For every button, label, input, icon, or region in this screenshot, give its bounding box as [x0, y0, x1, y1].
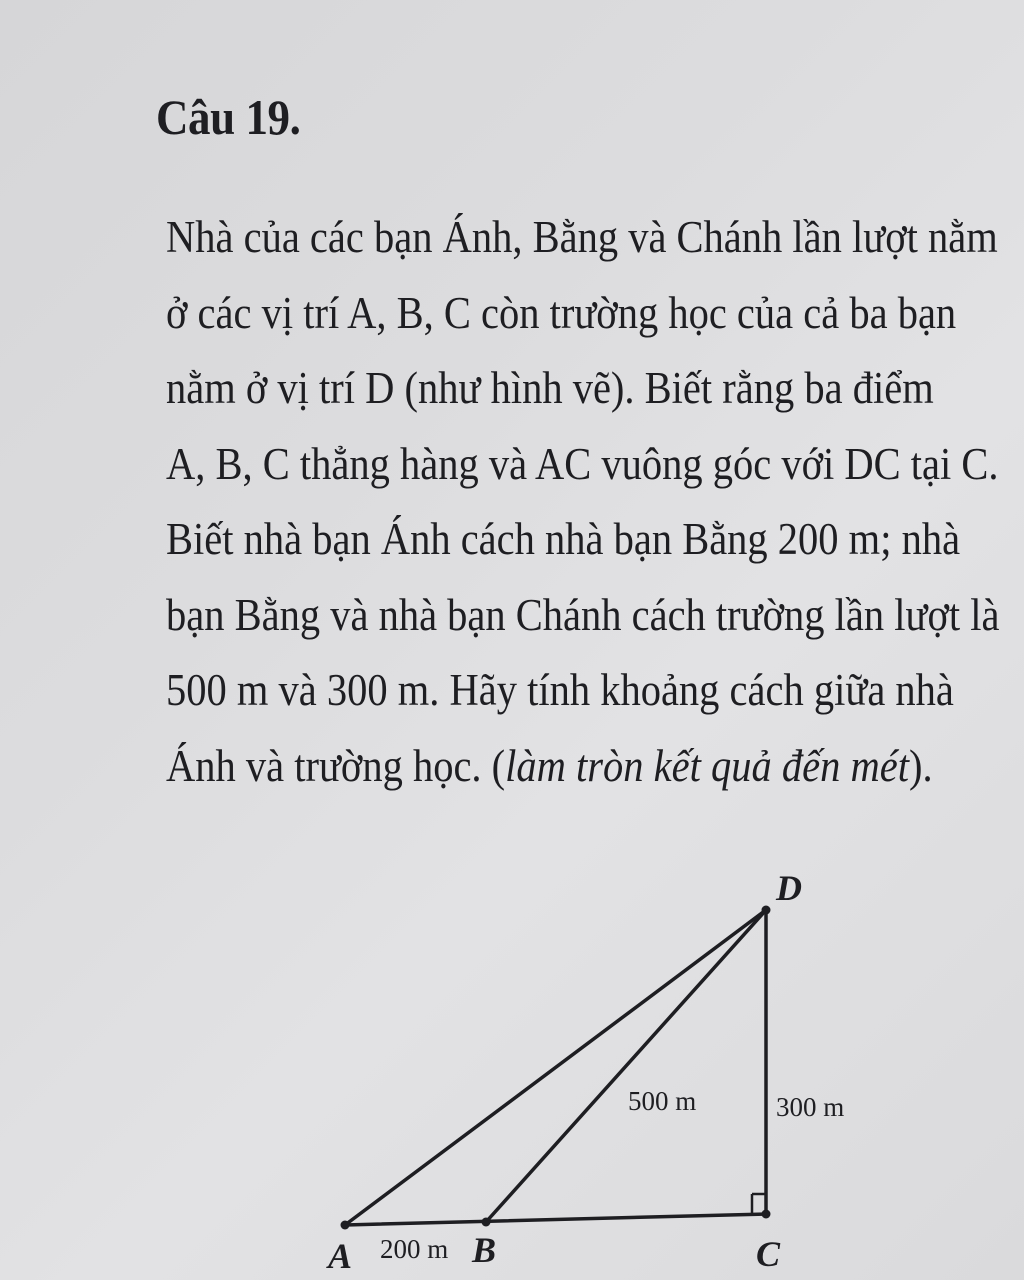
triangle-figure	[300, 860, 880, 1280]
problem-line-6: bạn Bằng và nhà bạn Chánh cách trường lần lượt là	[166, 589, 1000, 640]
problem-line-3: nằm ở vị trí D (như hình vẽ). Biết rằng ba điểm	[166, 363, 934, 413]
length-label-bd: 500 m	[628, 1086, 697, 1116]
point-d-dot	[762, 906, 771, 915]
length-label-cd: 300 m	[776, 1092, 845, 1122]
rounding-note: làm tròn kết quả đến mét	[505, 740, 909, 791]
segment-ac	[345, 1214, 766, 1225]
problem-line-7: 500 m và 300 m. Hãy tính khoảng cách giữa nhà	[166, 665, 954, 715]
question-title: Câu 19.	[156, 89, 301, 145]
problem-line-4: A, B, C thẳng hàng và AC vuông góc với DC tại C.	[166, 438, 999, 489]
point-label-c: C	[756, 1234, 781, 1274]
segment-bd	[486, 910, 766, 1222]
point-c-dot	[762, 1210, 771, 1219]
point-label-a: A	[328, 1236, 353, 1276]
point-b-dot	[482, 1218, 491, 1227]
problem-line-8: Ánh và trường học. (làm tròn kết quả đến mét).	[166, 740, 933, 791]
point-a-dot	[341, 1221, 350, 1230]
problem-line-5: Biết nhà bạn Ánh cách nhà bạn Bằng 200 m; nhà	[166, 514, 961, 564]
problem-line-2: ở các vị trí A, B, C còn trường học của cả ba bạn	[166, 287, 957, 338]
problem-line-1: Nhà của các bạn Ánh, Bằng và Chánh lần lượt nằm	[166, 212, 998, 262]
segment-ad	[345, 910, 766, 1225]
problem-statement	[166, 206, 1012, 810]
point-label-b: B	[472, 1230, 497, 1270]
length-label-ab: 200 m	[380, 1234, 449, 1264]
point-label-d: D	[776, 868, 802, 908]
